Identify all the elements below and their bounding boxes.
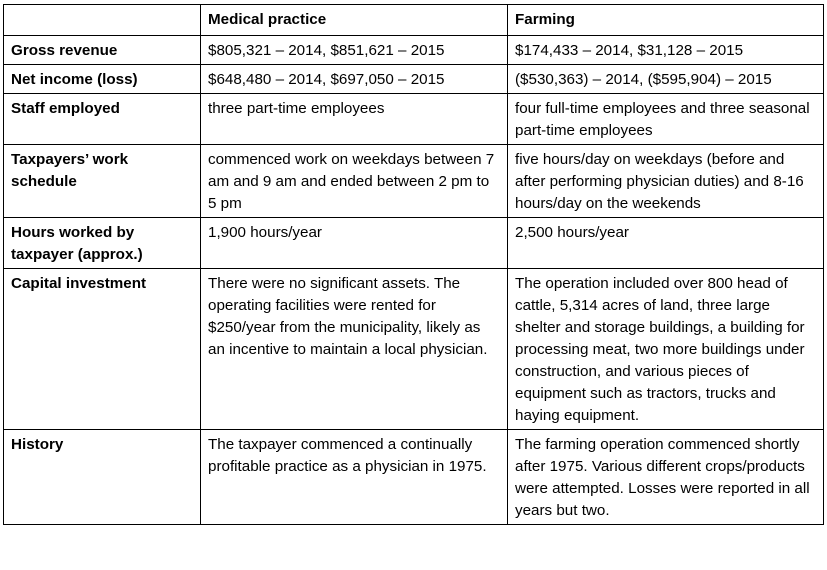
table-row (4, 36, 824, 65)
row-label-work-schedule: Taxpayers’ work schedule (4, 145, 201, 218)
table-row (4, 218, 824, 269)
cell-farming-net-income: ($530,363) – 2014, ($595,904) – 2015 (508, 65, 824, 94)
row-label-history: History (4, 430, 201, 525)
cell-medical-hours-worked: 1,900 hours/year (201, 218, 508, 269)
table-row (4, 145, 824, 218)
cell-farming-hours-worked: 2,500 hours/year (508, 218, 824, 269)
comparison-table (3, 4, 824, 525)
row-label-hours-worked: Hours worked by taxpayer (approx.) (4, 218, 201, 269)
cell-medical-gross-revenue: $805,321 – 2014, $851,621 – 2015 (201, 36, 508, 65)
table-row (4, 94, 824, 145)
cell-farming-work-schedule: five hours/day on weekdays (before and after performing physician duties) and 8-16 hours/day on the weekends (508, 145, 824, 218)
row-label-staff-employed: Staff employed (4, 94, 201, 145)
cell-farming-capital-investment: The operation included over 800 head of cattle, 5,314 acres of land, three large shelter and storage buildings, a building for processing meat, two more buildings under construction, and various pieces of equipment such as tractors, trucks and haying equipment. (508, 269, 824, 430)
table-row (4, 269, 824, 430)
cell-medical-history: The taxpayer commenced a continually profitable practice as a physician in 1975. (201, 430, 508, 525)
cell-farming-history: The farming operation commenced shortly after 1975. Various different crops/products were attempted. Losses were reported in all years but two. (508, 430, 824, 525)
cell-farming-staff-employed: four full-time employees and three seasonal part-time employees (508, 94, 824, 145)
cell-medical-staff-employed: three part-time employees (201, 94, 508, 145)
header-cell-farming: Farming (508, 5, 824, 36)
cell-farming-gross-revenue: $174,433 – 2014, $31,128 – 2015 (508, 36, 824, 65)
row-label-capital-investment: Capital investment (4, 269, 201, 430)
table-row (4, 65, 824, 94)
table-row (4, 430, 824, 525)
table-header-row (4, 5, 824, 36)
row-label-gross-revenue: Gross revenue (4, 36, 201, 65)
row-label-net-income: Net income (loss) (4, 65, 201, 94)
header-cell-medical-practice: Medical practice (201, 5, 508, 36)
cell-medical-work-schedule: commenced work on weekdays between 7 am and 9 am and ended between 2 pm to 5 pm (201, 145, 508, 218)
cell-medical-capital-investment: There were no significant assets. The operating facilities were rented for $250/year from the municipality, likely as an incentive to maintain a local physician. (201, 269, 508, 430)
cell-medical-net-income: $648,480 – 2014, $697,050 – 2015 (201, 65, 508, 94)
header-cell-empty (4, 5, 201, 36)
